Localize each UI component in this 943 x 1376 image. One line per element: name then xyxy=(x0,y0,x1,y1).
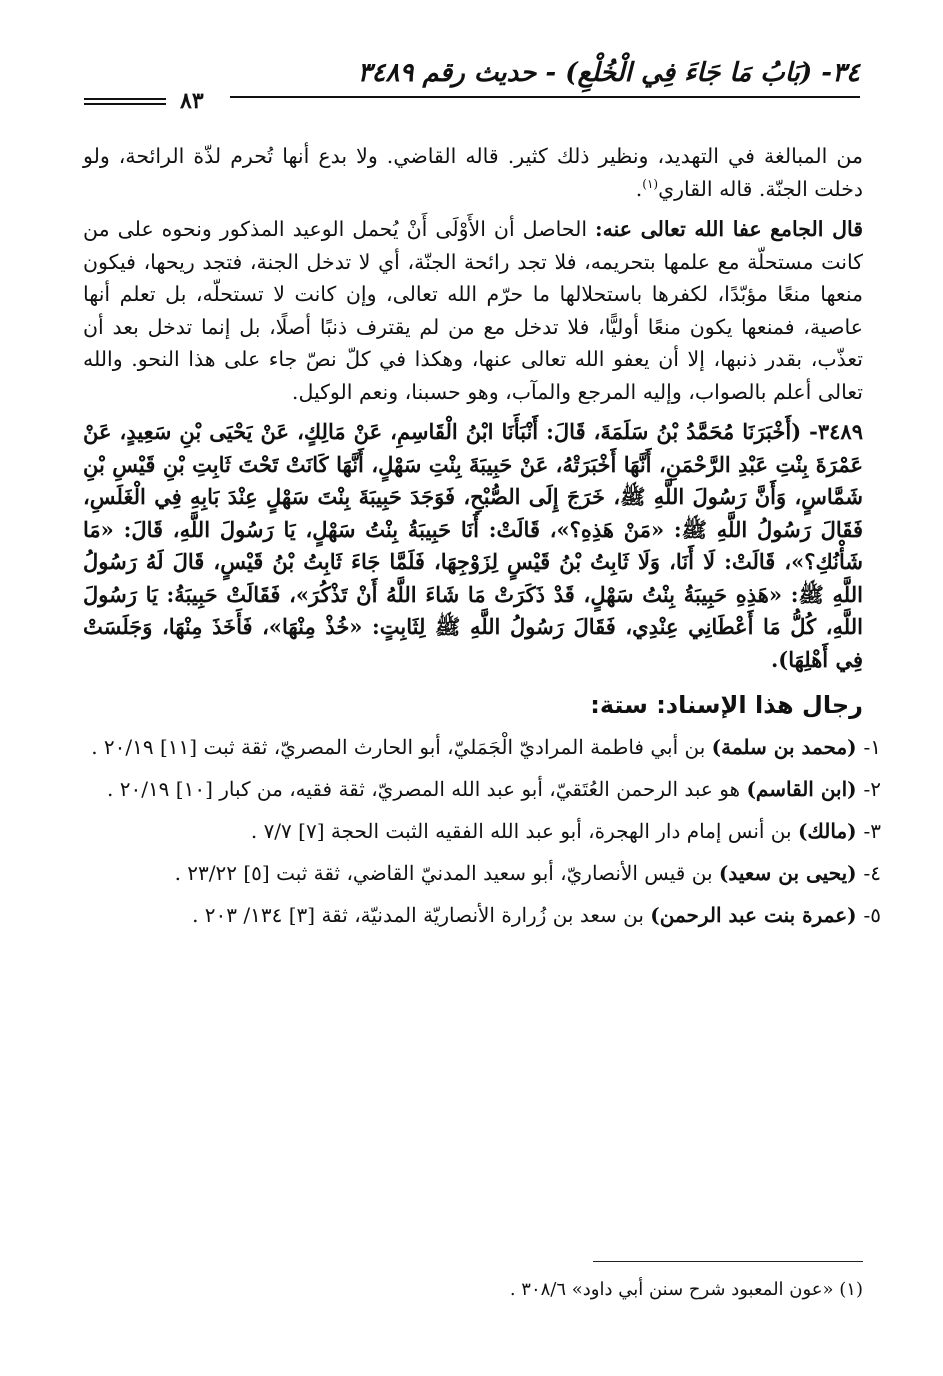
narrator-description: بن أبي فاطمة المراديّ الْجَمَليّ، أبو الحارث المصريّ، ثقة ثبت [١١] ٢٠/١٩ . xyxy=(91,735,712,759)
page-header xyxy=(76,54,860,114)
paragraph xyxy=(83,140,863,205)
narrator-name: (محمد بن سلمة) xyxy=(711,735,857,759)
narrator-description: بن قيس الأنصاريّ، أبو سعيد المدنيّ القاضي، ثقة ثبت [٥] ٢٣/٢٢ . xyxy=(174,861,719,885)
page-body xyxy=(83,140,881,940)
footnote: (١) «عون المعبود شرح سنن أبي داود» ٣٠٨/٦ . xyxy=(509,1279,863,1300)
footnote-divider xyxy=(593,1261,863,1262)
narrator-name: (عمرة بنت عبد الرحمن) xyxy=(650,903,857,927)
narrator-description: بن سعد بن زُرارة الأنصاريّة المدنيّة، ثقة [٣] ١٣٤/ ٢٠٣ . xyxy=(192,903,651,927)
narrator-entry: ٥- (عمرة بنت عبد الرحمن) بن سعد بن زُرارة الأنصاريّة المدنيّة، ثقة [٣] ١٣٤/ ٢٠٣ . xyxy=(192,903,881,927)
narrator-description: هو عبد الرحمن العُتَقيّ، أبو عبد الله المصريّ، ثقة فقيه، من كبار [١٠] ٢٠/١٩ . xyxy=(107,777,747,801)
narrator-name: (ابن القاسم) xyxy=(746,777,857,801)
header-rule xyxy=(230,96,860,98)
commentary-text: الحاصل أن الأَوْلَى أَنْ يُحمل الوعيد المذكور ونحوه على من كانت مستحلّة مع علمها بتحريمه، فلا تجد رائحة الجنّة، أي لا تدخل الجنة، فتجد ريحها، فيكون منعها منعًا مؤبّدًا، لكفرها باستحلالها ما حرّم الله تعالى، وإن كانت لا تستحلّه، بل تعلم أنها عاصية، فمنعها يكون منعًا أوليًّا، فلا تدخل مع من لم يقترف ذنبًا أصلًا، بل إنما تدخل بعد أن تعذّب، بقدر ذنبها، إلا أن يعفو الله تعالى عنها، وهكذا في كلّ نصّ جاء على هذا النحو. والله تعالى أعلم بالصواب، وإليه المرجع والمآب، وهو حسبنا، ونعم الوكيل. xyxy=(83,217,863,404)
commentary-lead: قال الجامع عفا الله تعالى عنه: xyxy=(595,217,864,241)
commentary-paragraph xyxy=(83,213,863,408)
footnote-reference[interactable]: (١) xyxy=(642,176,659,191)
narrator-entry: ٢- (ابن القاسم) هو عبد الرحمن العُتَقيّ، أبو عبد الله المصريّ، ثقة فقيه، من كبار [١٠] ٢٠/١٩ . xyxy=(107,777,881,801)
paragraph-text: من المبالغة في التهديد، ونظير ذلك كثير. قاله القاضي. ولا بدع أنها تُحرم لذّة الرائحة، ولو دخلت الجنّة. قاله القاري xyxy=(83,144,863,201)
page-number-rule xyxy=(84,103,166,105)
paragraph-end: . xyxy=(635,176,643,201)
hadith-text: ٣٤٨٩- (أَخْبَرَنَا مُحَمَّدُ بْنُ سَلَمَةَ، قَالَ: أَنْبَأَنَا ابْنُ الْقَاسِمِ، عَنْ مَالِكٍ، عَنْ يَحْيَى بْنِ سَعِيدٍ، عَنْ عَمْرَةَ بِنْتِ عَبْدِ الرَّحْمَنِ، أَنَّهَا أَخْبَرَتْهُ، عَنْ حَبِيبَةَ بِنْتِ سَهْلٍ، أَنَّهَا كَانَتْ تَحْتَ ثَابِتِ بْنِ قَيْسِ بْنِ شَمَّاسٍ، وَأَنَّ رَسُولَ اللَّهِ ﷺ، خَرَجَ إِلَى الصُّبْحِ، فَوَجَدَ حَبِيبَةَ بِنْتَ سَهْلٍ عِنْدَ بَابِهِ فِي الْغَلَسِ، فَقَالَ رَسُولُ اللَّهِ ﷺ: «مَنْ هَذِهِ؟»، قَالَتْ: أَنَا حَبِيبَةُ بِنْتُ سَهْلٍ، يَا رَسُولَ اللَّهِ، قَالَ: «مَا شَأْنُكِ؟»، قَالَتْ: لَا أَنَا، وَلَا ثَابِتُ بْنُ قَيْسٍ لِزَوْجِهَا، فَلَمَّا جَاءَ ثَابِتُ بْنُ قَيْسٍ، قَالَ لَهُ رَسُولُ اللَّهِ ﷺ: «هَذِهِ حَبِيبَةُ بِنْتُ سَهْلٍ، قَدْ ذَكَرَتْ مَا شَاءَ اللَّهُ أَنْ تَذْكُرَ»، فَقَالَتْ حَبِيبَةُ: يَا رَسُولَ اللَّهِ، كُلُّ مَا أَعْطَانِي عِنْدِي، فَقَالَ رَسُولُ اللَّهِ ﷺ لِثَابِتٍ: «خُذْ مِنْهَا»، فَأَخَذَ مِنْهَا، وَجَلَسَتْ فِي أَهْلِهَا). xyxy=(83,419,863,672)
page-number: ٨٣ xyxy=(180,88,204,114)
narrator-entry: ٤- (يحيى بن سعيد) بن قيس الأنصاريّ، أبو سعيد المدنيّ القاضي، ثقة ثبت [٥] ٢٣/٢٢ . xyxy=(174,861,881,885)
narrator-description: بن أنس إمام دار الهجرة، أبو عبد الله الفقيه الثبت الحجة [٧] ٧/٧ . xyxy=(250,819,798,843)
page-number-rule xyxy=(84,98,166,100)
narrator-name: (يحيى بن سعيد) xyxy=(718,861,857,885)
narrator-entry: ٣- (مالك) بن أنس إمام دار الهجرة، أبو عبد الله الفقيه الثبت الحجة [٧] ٧/٧ . xyxy=(250,819,881,843)
section-heading: رجال هذا الإسناد: ستة: xyxy=(590,691,863,719)
narrator-entry: ١- (محمد بن سلمة) بن أبي فاطمة المراديّ الْجَمَليّ، أبو الحارث المصريّ، ثقة ثبت [١١] ٢٠/١٩ . xyxy=(91,735,881,759)
chapter-title: ٣٤- (بَابُ مَا جَاءَ فِي الْخُلْعِ) - حديث رقم ٣٤٨٩ xyxy=(357,58,860,88)
narrator-name: (مالك) xyxy=(797,819,857,843)
